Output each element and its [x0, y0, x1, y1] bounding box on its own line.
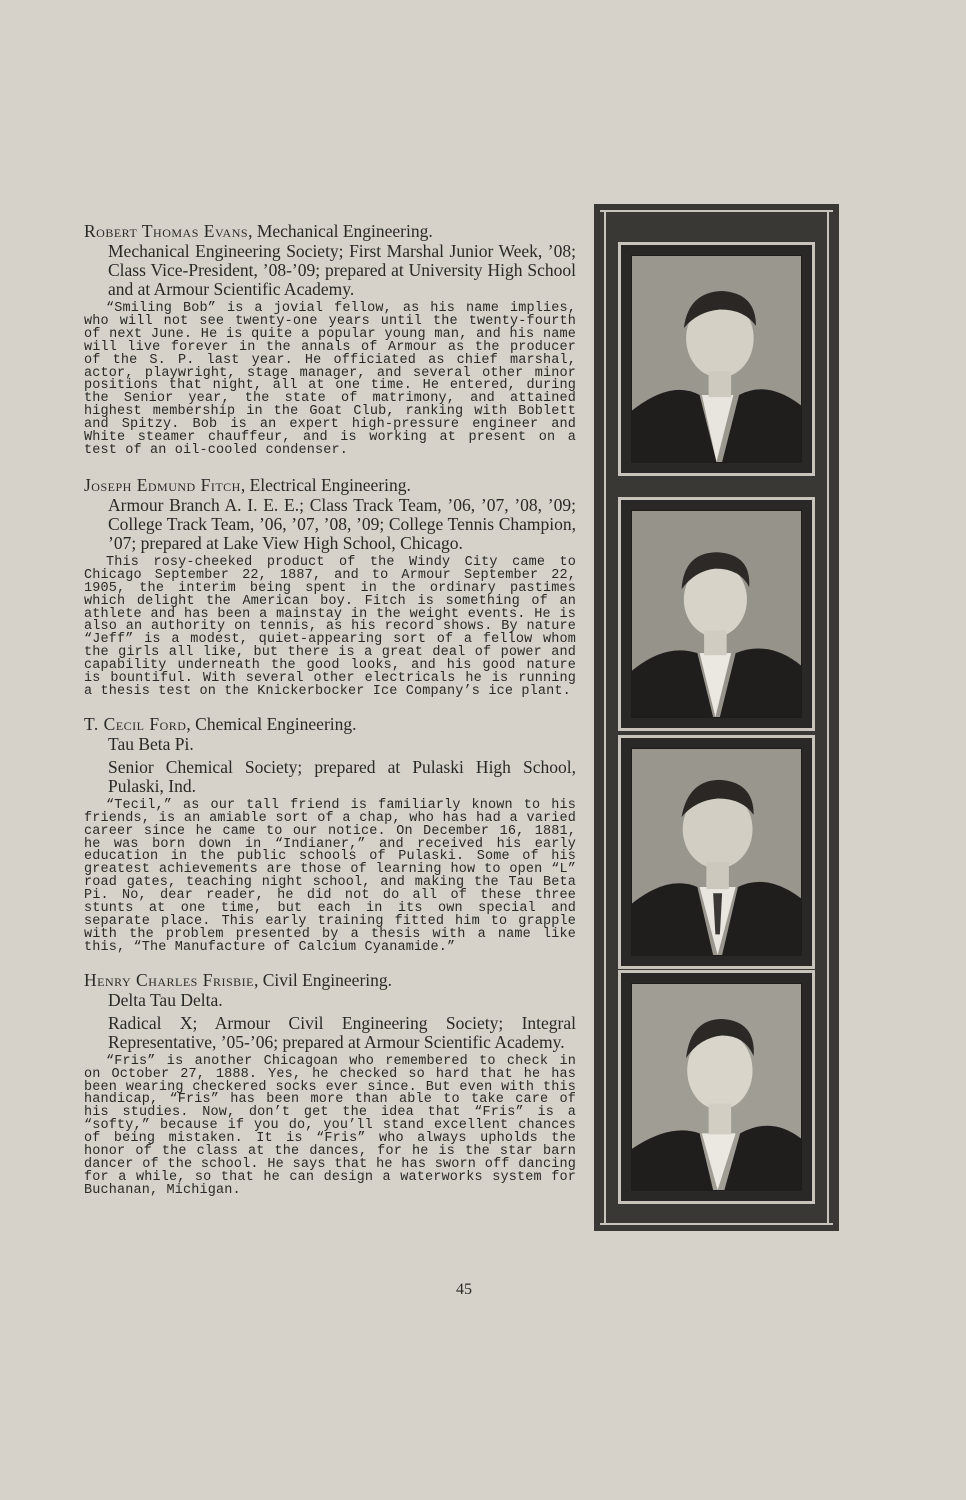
- entry-heading: Robert Thomas Evans, Mechanical Engineering.: [84, 221, 433, 241]
- portrait-image: [632, 256, 801, 462]
- frame-rule: [600, 210, 833, 212]
- portrait-fitch: [618, 497, 815, 731]
- department: Electrical Engineering.: [249, 474, 411, 495]
- student-name: Robert Thomas Evans: [84, 221, 249, 241]
- entry-evans: [84, 220, 576, 458]
- entry-frisbie: [84, 969, 576, 1198]
- activities: Radical X; Armour Civil Engineering Society; Integral Representative, ’05-’06; prepared at Armour Scientific Academy.: [108, 1012, 576, 1052]
- portrait-ford: [618, 735, 815, 969]
- student-name: T. Cecil Ford: [84, 713, 187, 734]
- portrait-image: [632, 511, 801, 717]
- portrait-evans: [618, 242, 815, 476]
- department: Civil Engineering.: [262, 969, 393, 990]
- activities: Mechanical Engineering Society; First Marshal Junior Week, ’08; Class Vice-President, ’08-’09; prepared at University High School and at Armour Scientific Academy.: [108, 241, 576, 299]
- portrait-image: [632, 984, 801, 1190]
- portrait-photo: [631, 748, 802, 956]
- entry-ford: [84, 713, 576, 955]
- department: Mechanical Engineering.: [256, 221, 433, 241]
- student-name: Joseph Edmund Fitch: [84, 474, 241, 495]
- frame-rule: [604, 210, 606, 1225]
- portrait-frisbie: [618, 970, 815, 1204]
- portrait-strip: [594, 204, 839, 1231]
- portrait-photo: [631, 255, 802, 463]
- biography: “Tecil,” as our tall friend is familiarly known to his friends, is an amiable sort of a chap, who has had a varied career since he came to our notice. On December 16, 1881, he was born down in “Indianer,” and received his early education in the public schools of Pulaski. Some of his greatest achievements are those of learning how to open “L” road gates, teaching night school, and making the Tau Beta Pi. No, dear reader, he did not do all of these three stunts at one time, but each in its own special and separate place. This early training fitted him to grapple with the problem presented by a thesis with a name like this, “The Manufacture of Calcium Cyanamide.”: [84, 797, 576, 955]
- text-column: [84, 220, 576, 1198]
- biography: “Smiling Bob” is a jovial fellow, as his name implies, who will not see twenty-one years until the twenty-fourth of next June. He is quite a popular young man, and his name will live forever in the annals of Armour as the producer of the S. P. last year. He officiated as chief marshal, actor, playwright, stage manager, and several other minor positions that night, all at one time. He entered, during the Senior year, the state of matrimony, and attained highest membership in the Goat Club, ranking with Boblett and Spitzy. Bob is an expert high-pressure engineer and White steamer chauffeur, and is working at present on a test of an oil-cooled condenser.: [84, 301, 576, 458]
- entry-heading: Joseph Edmund Fitch, Electrical Engineering.: [84, 474, 411, 495]
- activities: Senior Chemical Society; prepared at Pulaski High School, Pulaski, Ind.: [108, 756, 576, 796]
- frame-rule: [827, 210, 829, 1225]
- student-name: Henry Charles Frisbie: [84, 969, 254, 990]
- activities: Armour Branch A. I. E. E.; Class Track Team, ’06, ’07, ’08, ’09; College Track Team, ’06, ’07, ’08, ’09; College Tennis Champion, ’07; prepared at Lake View High School, Chicago.: [108, 494, 576, 553]
- portrait-photo: [631, 983, 802, 1191]
- frame-rule: [600, 1223, 833, 1225]
- fraternity: Delta Tau Delta.: [108, 989, 223, 1010]
- portrait-image: [632, 749, 801, 955]
- department: Chemical Engineering.: [195, 713, 357, 734]
- entry-heading: T. Cecil Ford, Chemical Engineering.: [84, 713, 357, 734]
- entry-fitch: [84, 474, 576, 699]
- fraternity: Tau Beta Pi.: [108, 733, 194, 754]
- page-number: 45: [456, 1281, 472, 1298]
- portrait-photo: [631, 510, 802, 718]
- entry-heading: Henry Charles Frisbie, Civil Engineering.: [84, 969, 393, 990]
- biography: This rosy-cheeked product of the Windy City came to Chicago September 22, 1887, and to Armour September 22, 1905, the interim being spent in the ordinary pastimes which delight the American boy. Fitch is something of an athlete and has been a mainstay in the weight events. He is also an authority on tennis, as his record shows. By nature “Jeff” is a modest, quiet-appearing sort of a fellow whom the girls all like, but there is a great deal of power and capability underneath the good looks, and his good nature is bountiful. With several other electricals he is running a thesis test on the Knickerbocker Ice Company’s ice plant.: [84, 554, 576, 699]
- biography: “Fris” is another Chicagoan who remembered to check in on October 27, 1888. Yes, he checked so hard that he has been wearing checkered socks ever since. But even with this handicap, “Fris” has been more than able to take care of his studies. Now, don’t get the idea that “Fris” is a “softy,” because if you do, you’ll stand excellent chances of being mistaken. It is “Fris” who always upholds the honor of the class at the dances, for he is the star barn dancer of the school. He says that he has sworn off dancing for a while, so that he can design a waterworks system for Buchanan, Michigan.: [84, 1053, 576, 1198]
